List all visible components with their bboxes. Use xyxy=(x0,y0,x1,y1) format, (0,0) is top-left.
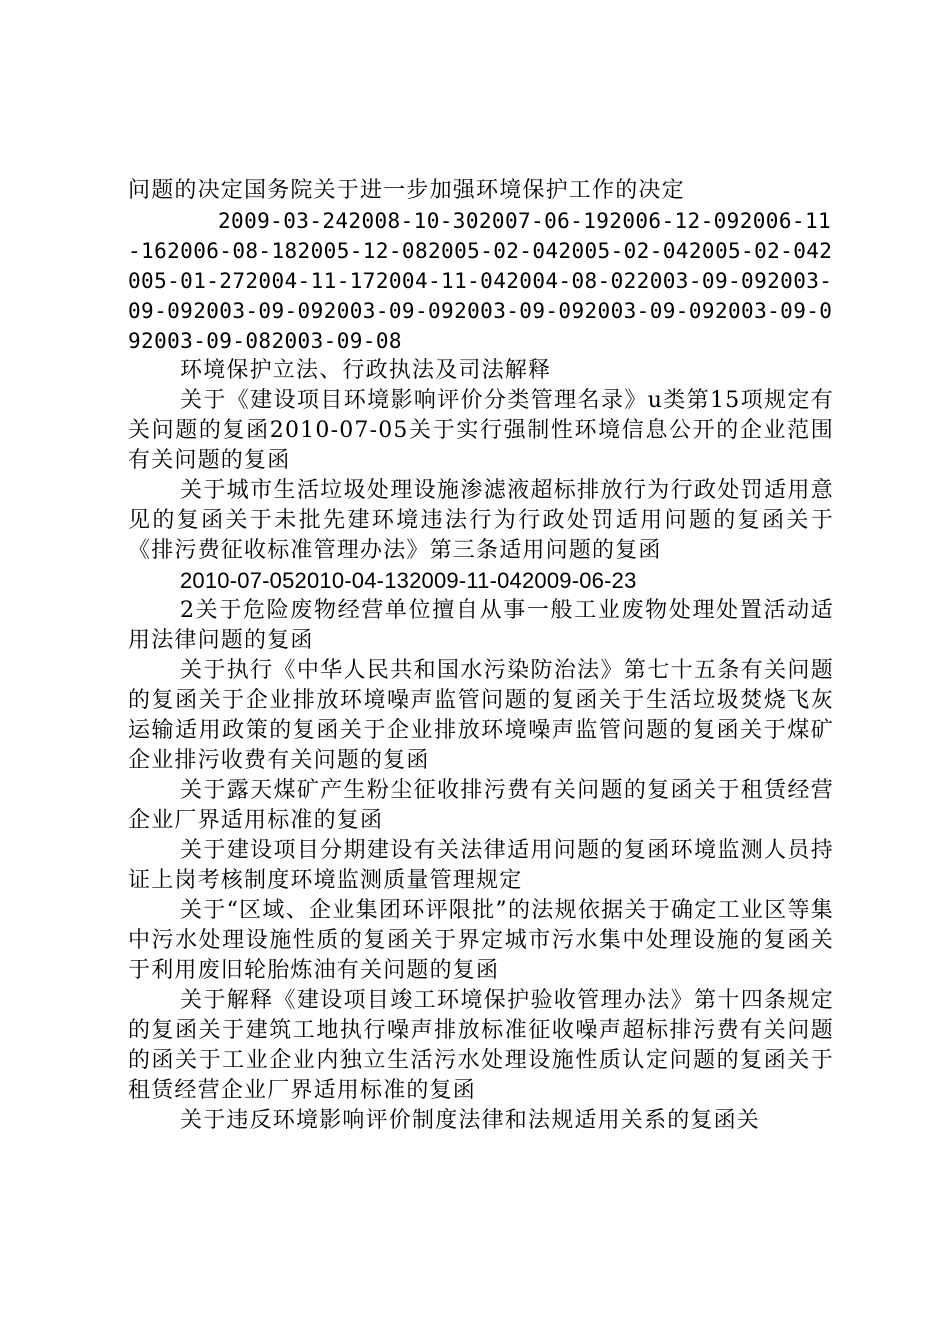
paragraph-date-list-1: 2009-03-242008-10-302007-06-192006-12-092006-11-162006-08-182005-12-082005-02-042005-02-042005-02-042005-01-272004-11-172004-11-042004-08-022003-09-092003-09-092003-09-092003-09-092003-09-092003-09-092003-09-092003-09-082003-09-08 xyxy=(128,209,833,353)
paragraph-reply-5: 关于露天煤矿产生粉尘征收排污费有关问题的复函关于租赁经营企业厂界适用标准的复函 xyxy=(128,778,834,833)
paragraph-reply-8: 关于解释《建设项目竣工环境保护验收管理办法》第十四条规定的复函关于建筑工地执行噪声排放标准征收噪声超标排污费有关问题的函关于工业企业内独立生活污水处理设施性质认定问题的复函关于租赁经营企业厂界适用标准的复函 xyxy=(128,988,834,1103)
paragraph-reply-1: 关于《建设项目环境影响评价分类管理名录》u类第15项规定有关问题的复函2010-07-05关于实行强制性环境信息公开的企业范围有关问题的复函 xyxy=(128,388,834,473)
paragraph-reply-7: 关于“区域、企业集团环评限批”的法规依据关于确定工业区等集中污水处理设施性质的复函关于界定城市污水集中处理设施的复函关于利用废旧轮胎炼油有关问题的复函 xyxy=(128,898,834,983)
paragraph-reply-9: 关于违反环境影响评价制度法律和法规适用关系的复函关 xyxy=(180,1108,761,1133)
paragraph-date-list-2: 2010-07-052010-04-132009-11-042009-06-23 xyxy=(180,568,637,593)
document-body xyxy=(128,176,834,1136)
section-heading: 环境保护立法、行政执法及司法解释 xyxy=(180,358,552,383)
paragraph-reply-6: 关于建设项目分期建设有关法律适用问题的复函环境监测人员持证上岗考核制度环境监测质量管理规定 xyxy=(128,838,834,893)
paragraph-reply-2: 关于城市生活垃圾处理设施渗滤液超标排放行为行政处罚适用意见的复函关于未批先建环境违法行为行政处罚适用问题的复函关于《排污费征收标准管理办法》第三条适用问题的复函 xyxy=(128,478,834,563)
paragraph-reply-3: 2关于危险废物经营单位擅自从事一般工业废物处理处置活动适用法律问题的复函 xyxy=(128,598,834,653)
paragraph-reply-4: 关于执行《中华人民共和国水污染防治法》第七十五条有关问题的复函关于企业排放环境噪声监管问题的复函关于生活垃圾焚烧飞灰运输适用政策的复函关于企业排放环境噪声监管问题的复函关于煤矿企业排污收费有关问题的复函 xyxy=(128,658,834,773)
paragraph-continued-decision: 问题的决定国务院关于进一步加强环境保护工作的决定 xyxy=(128,178,685,203)
